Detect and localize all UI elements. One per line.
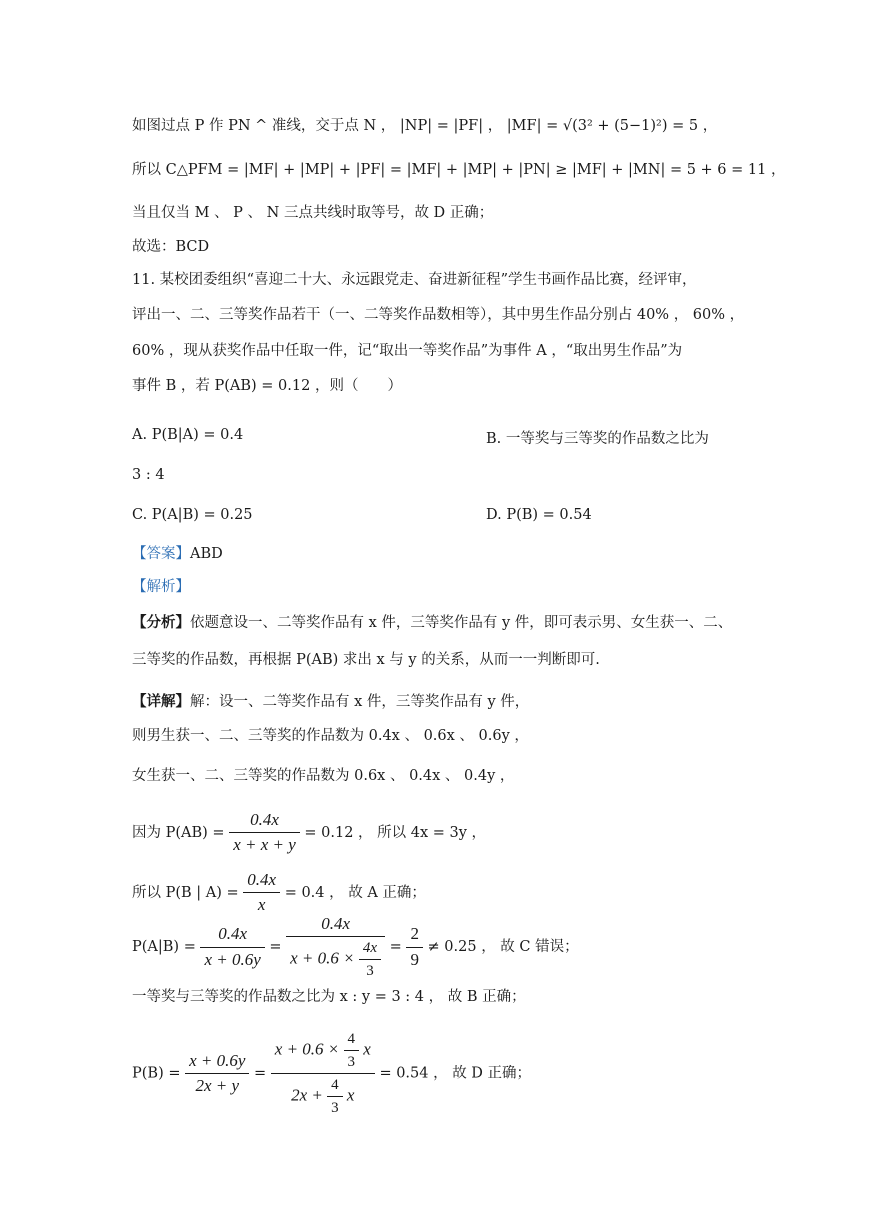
fraction: $\frac{0.4x}{x + x + y}$ [229,810,300,856]
fraction: $\frac{x + 0.6y}{2x + y}$ [185,1051,249,1097]
equation-p-b: P(B) = $\frac{x + 0.6y}{2x + y}$ = x + 0.6 × $\frac{4}{3}$ x 2x + $\frac{4}{3}$ x = 0.54 ， 故 D 正确； [132,1031,532,1116]
analysis-line: 三等奖的作品数，再根据 P(AB) 求出 x 与 y 的关系，从而一一判断即可. [132,652,600,668]
option-d: D. P(B) = 0.54 [486,507,592,523]
text-line: 所以 C△PFM = |MF| + |MP| + |PF| = |MF| + |MP| + |PN| ≥ |MF| + |MN| = 5 + 6 = 11 ， [132,162,786,178]
option-a: A. P(B|A) = 0.4 [132,427,244,443]
answer-label: 【答案】 [132,546,190,562]
option-b: B. 一等奖与三等奖的作品数之比为 [486,431,709,447]
detail-line: 女生获一、二、三等奖的作品数为 0.6x 、 0.4x 、 0.4y ， [132,768,515,784]
fraction: $\frac{0.4x}{x}$ [243,870,280,916]
fraction: $\frac{2}{9}$ [406,924,423,970]
answer-value: ABD [190,546,223,562]
analysis-line: 【分析】依题意设一、二等奖作品有 x 件，三等奖作品有 y 件，即可表示男、女生获一、二、 [132,614,733,631]
equation-p-b-given-a: 所以 P(B | A) = $\frac{0.4x}{x}$ = 0.4 ， 故 A 正确； [132,870,426,915]
equation-p-ab: 因为 P(AB) = $\frac{0.4x}{x + x + y}$ = 0.12 ， 所以 4x = 3y ， [132,810,487,855]
question-11-line: 11. 某校团委组织“喜迎二十大、永远跟党走、奋进新征程”学生书画作品比赛，经评审， [132,272,697,288]
answer-line [132,546,223,563]
option-c: C. P(A|B) = 0.25 [132,507,253,523]
text-line: 故选：BCD [132,239,210,255]
text-line: 当且仅当 M 、 P 、 N 三点共线时取等号，故 D 正确； [132,205,494,221]
detail-line: 【详解】解：设一、二等奖作品有 x 件，三等奖作品有 y 件， [132,693,530,710]
analysis-label: 【解析】 [132,579,190,595]
question-11-line: 评出一、二、三等奖作品若干（一、二等奖作品数相等），其中男生作品分别占 40% ， 60% ， [132,307,745,323]
detail-heading: 【详解】 [132,693,190,710]
fraction: x + 0.6 × $\frac{4}{3}$ x 2x + $\frac{4}{3}$ x [271,1030,375,1117]
fraction: $\frac{0.4x}{x + 0.6y}$ [200,924,264,970]
text-line: 如图过点 P 作 PN ^ 准线，交于点 N ， |NP| = |PF| ， |MF| = √(3² + (5−1)²) = 5 ， [132,118,718,134]
option-b-continued: 3 : 4 [132,467,165,483]
ratio-line: 一等奖与三等奖的作品数之比为 x : y = 3 : 4 ， 故 B 正确； [132,989,526,1005]
question-11-line: 事件 B ，若 P(AB) = 0.12 ，则（ ） [132,378,402,394]
detail-line: 则男生获一、二、三等奖的作品数为 0.4x 、 0.6x 、 0.6y ， [132,728,529,744]
fraction: 0.4x x + 0.6 × $\frac{4x}{3}$ [286,914,385,980]
analysis-heading: 【分析】 [132,614,190,631]
equation-p-a-given-b: P(A|B) = $\frac{0.4x}{x + 0.6y}$ = 0.4x x + 0.6 × $\frac{4x}{3}$ = $\frac{2}{9}$ ≠ 0.25 ， 故 C 错误； [132,914,579,980]
question-11-line: 60% ，现从获奖作品中任取一件，记“取出一等奖作品”为事件 A ，“取出男生作品”为 [132,343,683,359]
